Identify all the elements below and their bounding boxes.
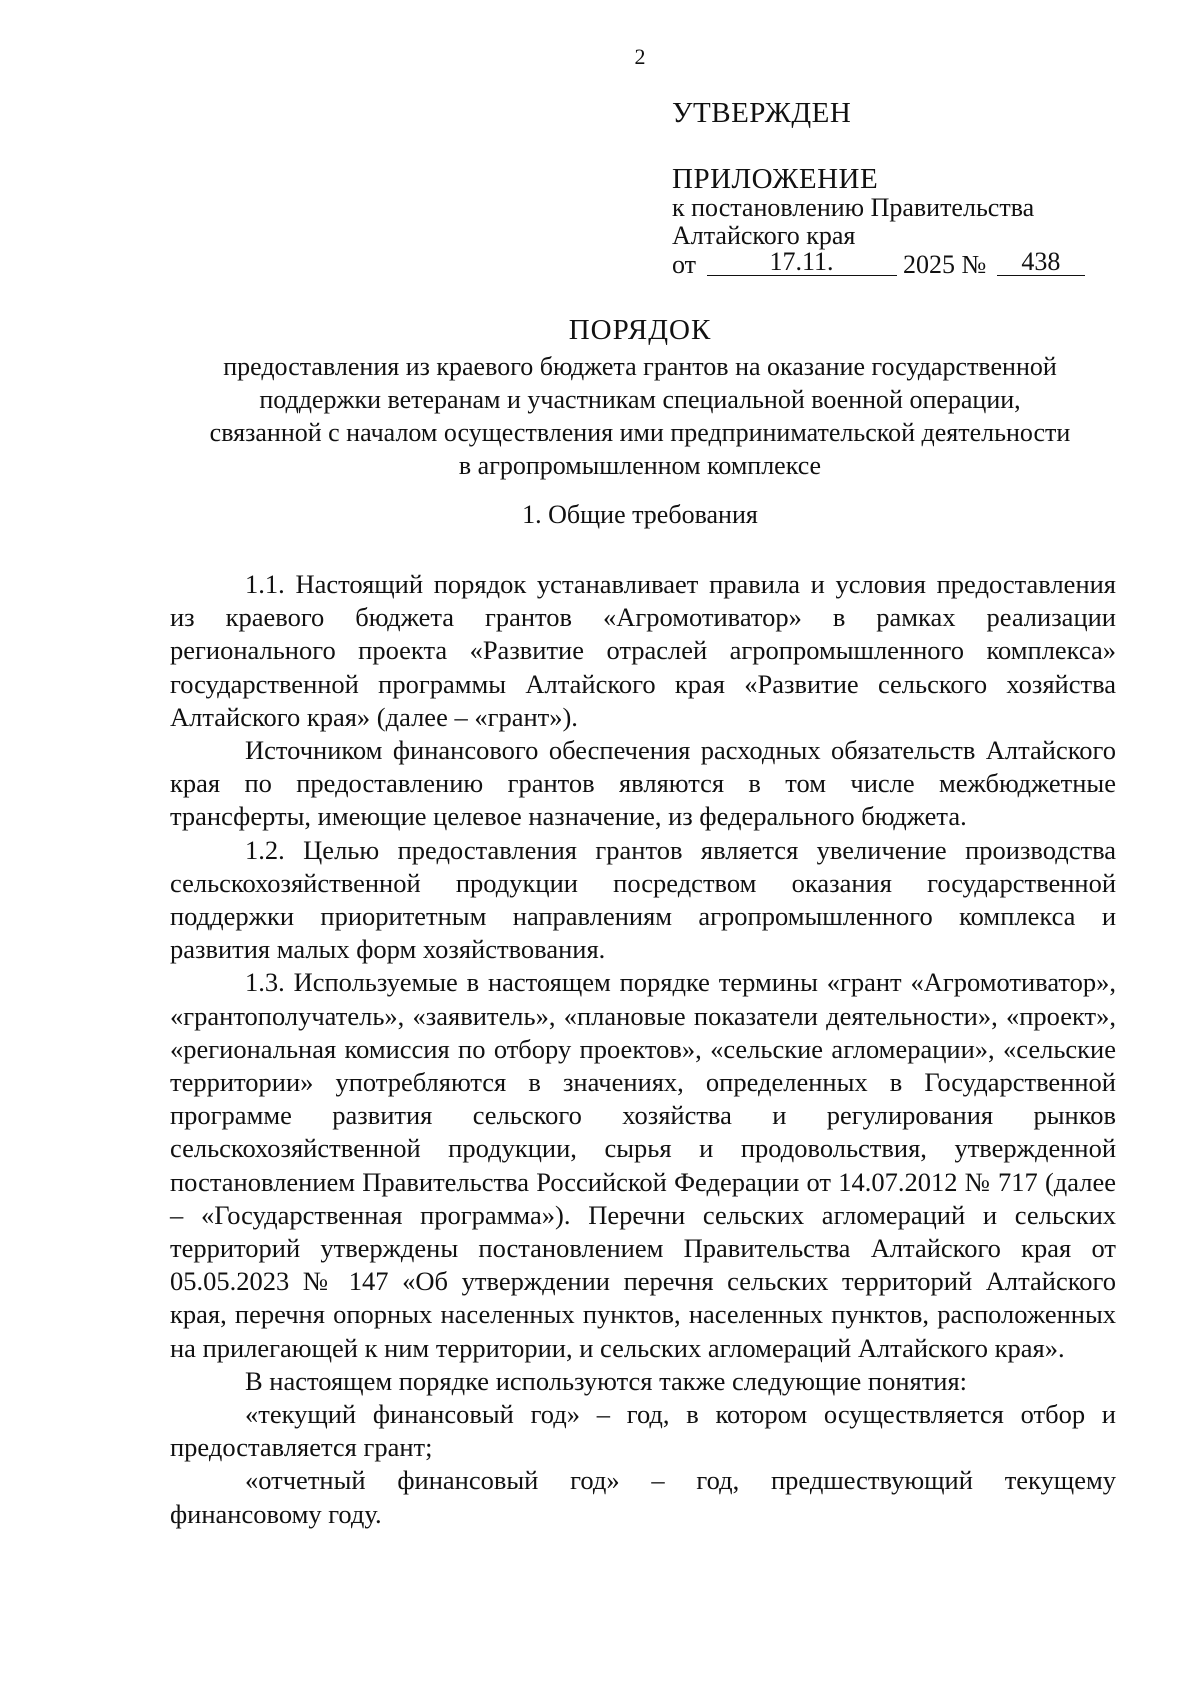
document-subtitle <box>0 350 1200 482</box>
page-number: 2 <box>634 44 646 69</box>
to-resolution-line: к постановлению Правительства <box>672 193 1035 222</box>
paragraph-1-1: 1.1. Настоящий порядок устанавливает правила и условия предоставления из краевого бюджета грантов «Агромотиватор» в рамках реализации регионального проекта «Развитие отраслей агропромышленного комплекса» государственной программы Алтайского края «Развитие сельского хозяйства Алтайского края» (далее – «грант»). <box>170 569 1116 732</box>
section-title: 1. Общие требования <box>522 500 758 529</box>
paragraph-1-3: 1.3. Используемые в настоящем порядке термины «грант «Агромотиватор», «грантополучатель», «заявитель», «плановые показатели деятельности», «проект», «региональная комиссия по отбору проектов», «сельские агломерации», «сельские территории» употребляются в значениях, определенных в Государственной программе развития сельского хозяйства и регулирования рынков сельскохозяйственной продукции, сырья и продовольствия, утвержденной постановлением Правительства Российской Федерации от 14.07.2012 № 717 (далее – «Государственная программа»). Перечни сельских агломераций и сельских территорий утверждены постановлением Правительства Алтайского края от 05.05.2023 № 147 «Об утверждении перечня сельских территорий Алтайского края, перечня опорных населенных пунктов, населенных пунктов, расположенных на прилегающей к ним территории, и сельских агломераций Алтайского края». <box>170 967 1116 1363</box>
paragraph-reporting-year: «отчетный финансовый год» – год, предшествующий текущему финансовому году. <box>170 1465 1116 1529</box>
year-label: 2025 № <box>903 250 987 279</box>
paragraph-current-year: «текущий финансовый год» – год, в котором осуществляется отбор и предоставляется грант; <box>170 1399 1116 1463</box>
paragraph-funding-source: Источником финансового обеспечения расходных обязательств Алтайского края по предоставлению грантов являются в том числе межбюджетные трансферты, имеющие целевое назначение, из федерального бюджета. <box>170 735 1116 832</box>
appendix-label: ПРИЛОЖЕНИЕ <box>672 163 879 195</box>
subtitle-line: в агропромышленном комплексе <box>458 451 822 480</box>
approval-block <box>672 96 1092 284</box>
date-prefix: от <box>672 250 697 279</box>
paragraph-1-2: 1.2. Целью предоставления грантов является увеличение производства сельскохозяйственной продукции посредством оказания государственной поддержки приоритетным направлениям агропромышленного комплекса и развития малых форм хозяйствования. <box>170 834 1116 965</box>
subtitle-line: поддержки ветеранам и участникам специальной военной операции, <box>259 385 1021 414</box>
body-text <box>170 568 1116 1531</box>
date-field: 17.11. <box>707 249 897 276</box>
number-field: 438 <box>997 249 1085 276</box>
region-line: Алтайского края <box>672 221 856 250</box>
approved-label: УТВЕРЖДЕН <box>672 97 852 129</box>
paragraph-concepts: В настоящем порядке используются также следующие понятия: <box>245 1365 968 1396</box>
document-title: ПОРЯДОК <box>568 314 712 346</box>
date-line <box>672 247 1092 284</box>
subtitle-line: связанной с началом осуществления ими предпринимательской деятельности <box>209 418 1071 447</box>
subtitle-line: предоставления из краевого бюджета грантов на оказание государственной <box>223 352 1057 381</box>
